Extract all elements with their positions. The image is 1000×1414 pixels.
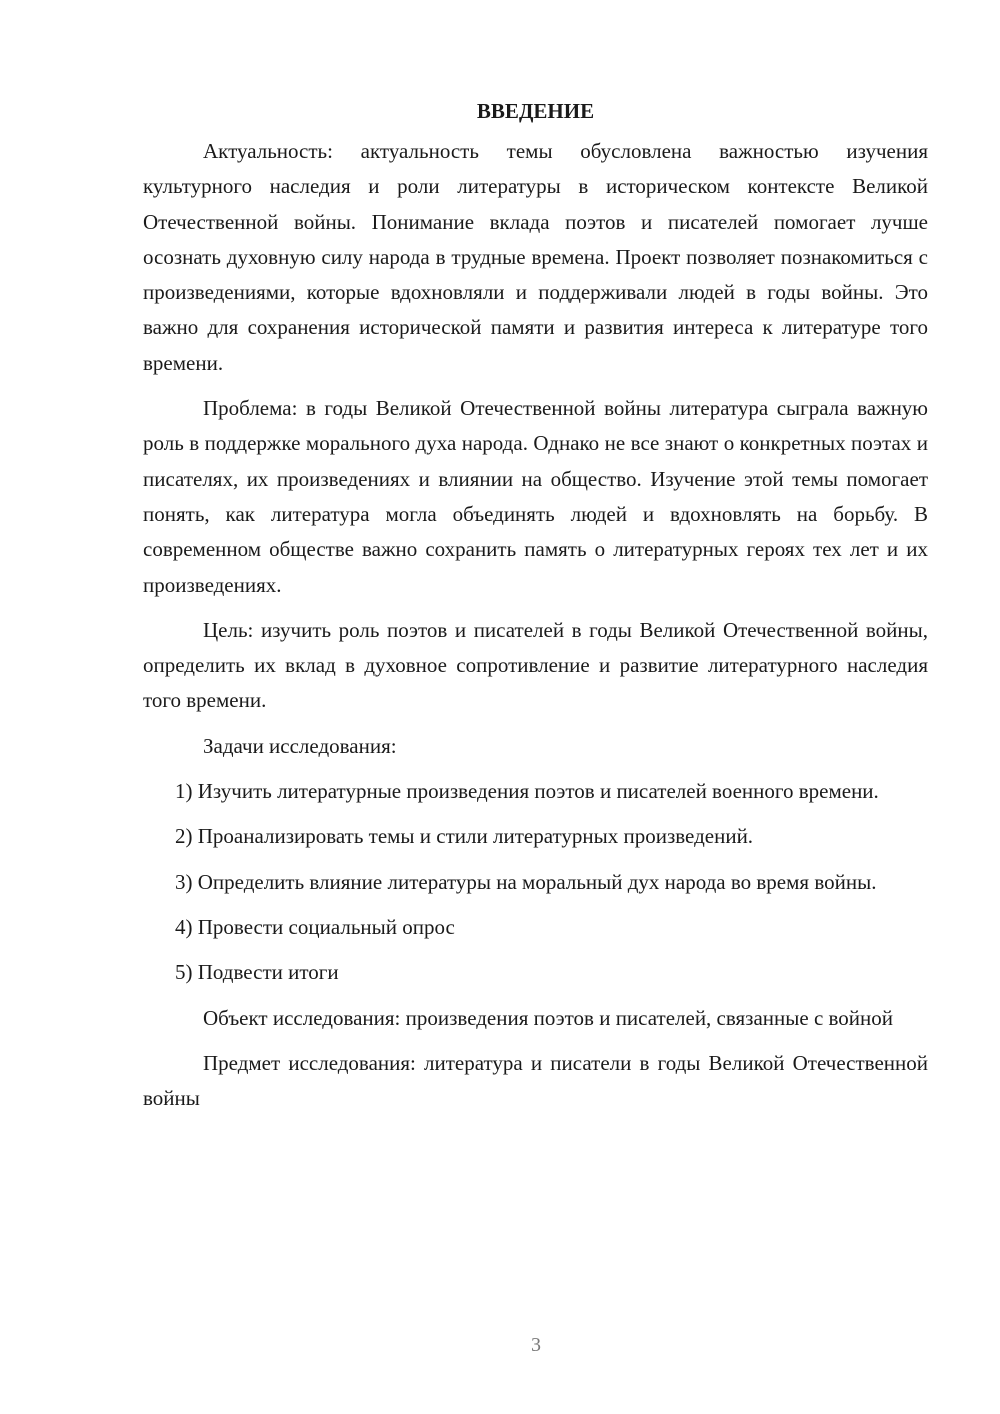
object-paragraph: Объект исследования: произведения поэтов и писателей, связанные с войной (203, 1005, 894, 1030)
relevance-paragraph: Актуальность: актуальность темы обусловлена важностью изучения культурного наследия и роли литературы в историческом контексте Великой Отечественной войны. Понимание вклада поэтов и писателей помогает лучше осознать духовную силу народа в трудные времена. Проект позволяет познакомиться с произведениями, которые вдохновляли и поддерживали людей в годы войны. Это важно для сохранения исторической памяти и развития интереса к литературе того времени. (143, 139, 928, 375)
task-item: 2) Проанализировать темы и стили литературных произведений. (175, 824, 754, 849)
page-title: ВВЕДЕНИЕ (476, 99, 595, 123)
subject-paragraph: Предмет исследования: литература и писатели в годы Великой Отечественной войны (143, 1050, 928, 1111)
page-number: 3 (531, 1334, 541, 1356)
task-item: 1) Изучить литературные произведения поэтов и писателей военного времени. (175, 779, 879, 804)
problem-paragraph: Проблема: в годы Великой Отечественной войны литература сыграла важную роль в поддержке морального духа народа. Однако не все знают о конкретных поэтах и писателях, их произведениях и влиянии на общество. Изучение этой темы помогает понять, как литература могла объединять людей и вдохновлять на борьбу. В современном обществе важно сохранить память о литературных героях тех лет и их произведениях. (143, 396, 928, 597)
goal-paragraph: Цель: изучить роль поэтов и писателей в годы Великой Отечественной войны, определить их вклад в духовное сопротивление и развитие литературного наследия того времени. (143, 617, 928, 713)
tasks-heading: Задачи исследования: (203, 733, 397, 758)
document-page (143, 96, 928, 1126)
task-item: 4) Провести социальный опрос (175, 914, 455, 939)
task-item: 5) Подвести итоги (175, 960, 339, 985)
task-item: 3) Определить влияние литературы на моральный дух народа во время войны. (175, 869, 877, 894)
